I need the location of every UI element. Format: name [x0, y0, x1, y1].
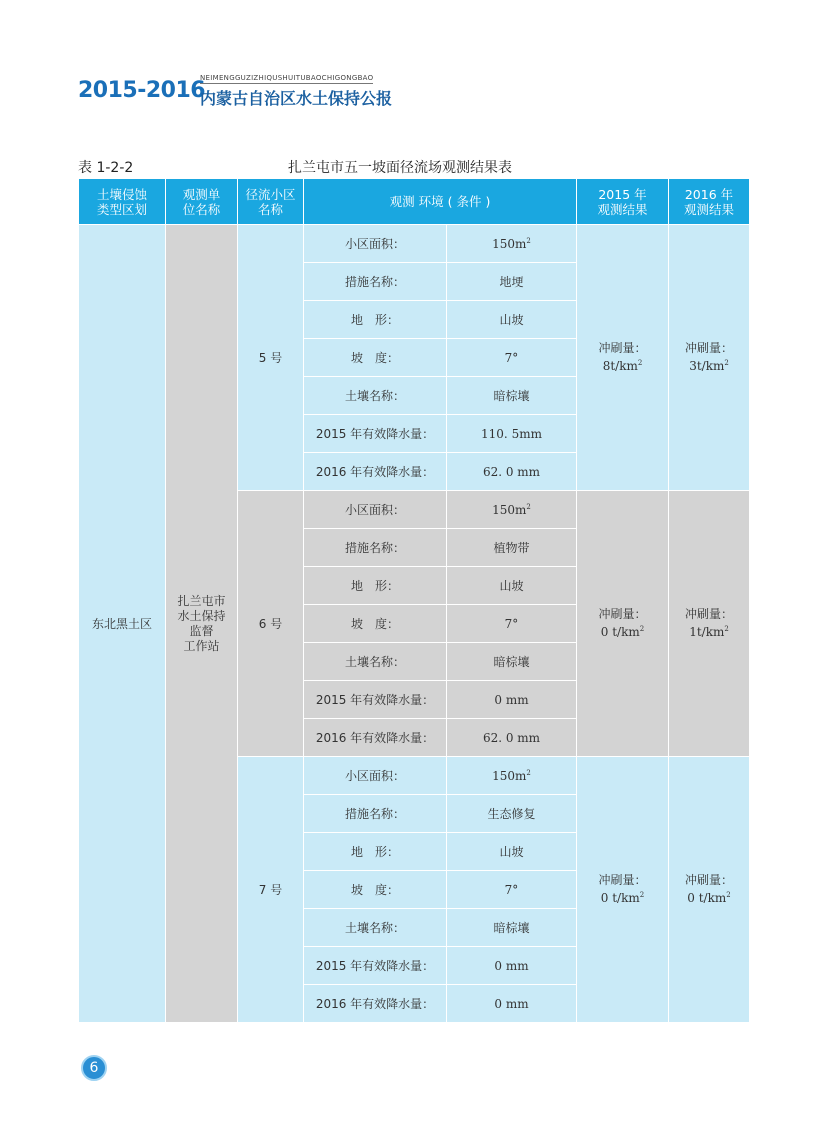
header-condition: 观测 环境 ( 条件 ) — [304, 179, 577, 225]
result-value — [577, 888, 668, 906]
header-2015-line1: 2015 年 — [598, 186, 647, 202]
result-value-text: 1t/km — [689, 625, 725, 639]
condition-value-text: 150m — [492, 236, 527, 251]
condition-label: 2015 年有效降水量： — [304, 681, 447, 719]
condition-value — [447, 643, 577, 681]
result-value-sup: 2 — [639, 891, 645, 899]
header-2016 — [669, 179, 750, 225]
unit-cell — [166, 225, 238, 1023]
unit-line: 监督 — [189, 623, 214, 638]
result-2015-cell — [577, 225, 669, 491]
condition-label: 地 形： — [304, 567, 447, 605]
plot-name-cell: 5 号 — [238, 225, 304, 491]
condition-value — [447, 985, 577, 1023]
condition-value — [447, 339, 577, 377]
condition-label: 地 形： — [304, 301, 447, 339]
result-value-sup: 2 — [724, 359, 729, 367]
result-value — [577, 356, 668, 374]
condition-label: 2015 年有效降水量： — [304, 947, 447, 985]
table-number: 表 1-2-2 — [78, 160, 134, 176]
report-title: 内蒙古自治区水土保持公报 — [200, 89, 393, 108]
condition-value — [447, 947, 577, 985]
condition-value-sup: 2 — [526, 768, 531, 777]
table-caption — [78, 157, 750, 177]
result-value-sup: 2 — [637, 359, 643, 367]
condition-value — [447, 377, 577, 415]
result-value — [577, 622, 668, 640]
condition-label: 小区面积： — [304, 491, 447, 529]
condition-value-text: 62. 0 mm — [482, 464, 541, 479]
condition-label: 措施名称： — [304, 263, 447, 301]
page-number: 6 — [81, 1055, 107, 1081]
result-label: 冲刷量： — [684, 341, 733, 355]
condition-value — [447, 225, 577, 263]
condition-label: 坡 度： — [304, 871, 447, 909]
condition-label: 2015 年有效降水量： — [304, 415, 447, 453]
condition-value-text: 110. 5mm — [481, 426, 542, 441]
result-2016-cell — [669, 491, 750, 757]
condition-value-text: 暗棕壤 — [493, 389, 530, 403]
zone-cell: 东北黑土区 — [79, 225, 166, 1023]
unit-line: 工作站 — [183, 638, 220, 653]
condition-label: 小区面积： — [304, 225, 447, 263]
condition-value — [447, 795, 577, 833]
condition-value-text: 7° — [504, 616, 519, 631]
condition-label: 土壤名称： — [304, 909, 447, 947]
unit-line: 水土保持 — [177, 608, 226, 623]
header-2015-line2: 观测结果 — [597, 201, 648, 217]
result-value — [669, 888, 749, 906]
condition-value-text: 暗棕壤 — [493, 921, 530, 935]
condition-label: 坡 度： — [304, 339, 447, 377]
condition-value — [447, 833, 577, 871]
report-years: 2015-2016 — [78, 78, 206, 103]
result-label: 冲刷量： — [598, 607, 647, 621]
result-value-text: 8t/km — [602, 359, 638, 373]
table-row — [79, 225, 750, 263]
condition-value — [447, 263, 577, 301]
header-zone-line2: 类型区划 — [96, 201, 147, 217]
table-body — [79, 225, 750, 1023]
table-header-row — [79, 179, 750, 225]
condition-label: 土壤名称： — [304, 643, 447, 681]
condition-label: 2016 年有效降水量： — [304, 453, 447, 491]
condition-value — [447, 605, 577, 643]
condition-label: 土壤名称： — [304, 377, 447, 415]
condition-value — [447, 453, 577, 491]
result-value-sup: 2 — [724, 625, 729, 633]
result-2016-cell — [669, 757, 750, 1023]
condition-label: 措施名称： — [304, 795, 447, 833]
report-header — [78, 70, 478, 110]
plot-name-cell: 7 号 — [238, 757, 304, 1023]
condition-value — [447, 301, 577, 339]
result-label: 冲刷量： — [684, 607, 733, 621]
header-unit-line2: 位名称 — [182, 201, 221, 217]
header-zone — [79, 179, 166, 225]
condition-value — [447, 681, 577, 719]
header-2016-line2: 观测结果 — [683, 201, 734, 217]
result-value-text: 0 t/km — [600, 625, 640, 639]
header-plot-line1: 径流小区 — [245, 186, 296, 202]
condition-label: 2016 年有效降水量： — [304, 985, 447, 1023]
condition-value-text: 7° — [504, 350, 519, 365]
result-value-text: 0 t/km — [687, 891, 727, 905]
report-pinyin: NEIMENGGUZIZHIQUSHUITUBAOCHIGONGBAO — [200, 74, 374, 82]
condition-value-sup: 2 — [526, 236, 531, 245]
table-title: 扎兰屯市五一坡面径流场观测结果表 — [288, 160, 512, 176]
header-plot-line2: 名称 — [257, 201, 283, 217]
condition-value-sup: 2 — [526, 502, 531, 511]
result-value-sup: 2 — [726, 891, 731, 899]
condition-value — [447, 757, 577, 795]
condition-value — [447, 567, 577, 605]
header-unit-line1: 观测单 — [182, 186, 221, 202]
condition-value — [447, 909, 577, 947]
condition-value-text: 山坡 — [499, 313, 524, 327]
condition-value-text: 62. 0 mm — [482, 730, 541, 745]
condition-label: 坡 度： — [304, 605, 447, 643]
condition-value-text: 暗棕壤 — [493, 655, 530, 669]
header-zone-line1: 土壤侵蚀 — [96, 186, 147, 202]
plot-name-cell: 6 号 — [238, 491, 304, 757]
results-table — [78, 178, 750, 1023]
condition-label: 地 形： — [304, 833, 447, 871]
unit-line: 扎兰屯市 — [177, 593, 226, 608]
header-unit — [166, 179, 238, 225]
result-label: 冲刷量： — [598, 873, 647, 887]
result-value-sup: 2 — [639, 625, 645, 633]
condition-value-text: 地埂 — [499, 275, 524, 289]
result-2016-cell — [669, 225, 750, 491]
result-2015-cell — [577, 491, 669, 757]
condition-value-text: 7° — [504, 882, 519, 897]
condition-value-text: 植物带 — [493, 541, 530, 555]
result-value — [669, 622, 749, 640]
condition-value-text: 山坡 — [499, 845, 524, 859]
condition-value-text: 山坡 — [499, 579, 524, 593]
condition-value — [447, 491, 577, 529]
condition-value-text: 150m — [492, 502, 527, 517]
condition-value-text: 0 mm — [494, 958, 529, 973]
condition-value-text: 0 mm — [494, 692, 529, 707]
header-2015 — [577, 179, 669, 225]
condition-value — [447, 719, 577, 757]
result-value — [669, 356, 749, 374]
result-label: 冲刷量： — [684, 873, 733, 887]
result-label: 冲刷量： — [598, 341, 647, 355]
condition-value-text: 生态修复 — [487, 807, 536, 821]
condition-label: 措施名称： — [304, 529, 447, 567]
header-2016-line1: 2016 年 — [684, 186, 734, 202]
condition-value — [447, 415, 577, 453]
result-2015-cell — [577, 757, 669, 1023]
condition-label: 小区面积： — [304, 757, 447, 795]
result-value-text: 3t/km — [689, 359, 725, 373]
condition-value — [447, 871, 577, 909]
condition-value-text: 0 mm — [494, 996, 529, 1011]
condition-value — [447, 529, 577, 567]
header-plot — [238, 179, 304, 225]
condition-value-text: 150m — [492, 768, 527, 783]
condition-label: 2016 年有效降水量： — [304, 719, 447, 757]
result-value-text: 0 t/km — [600, 891, 640, 905]
